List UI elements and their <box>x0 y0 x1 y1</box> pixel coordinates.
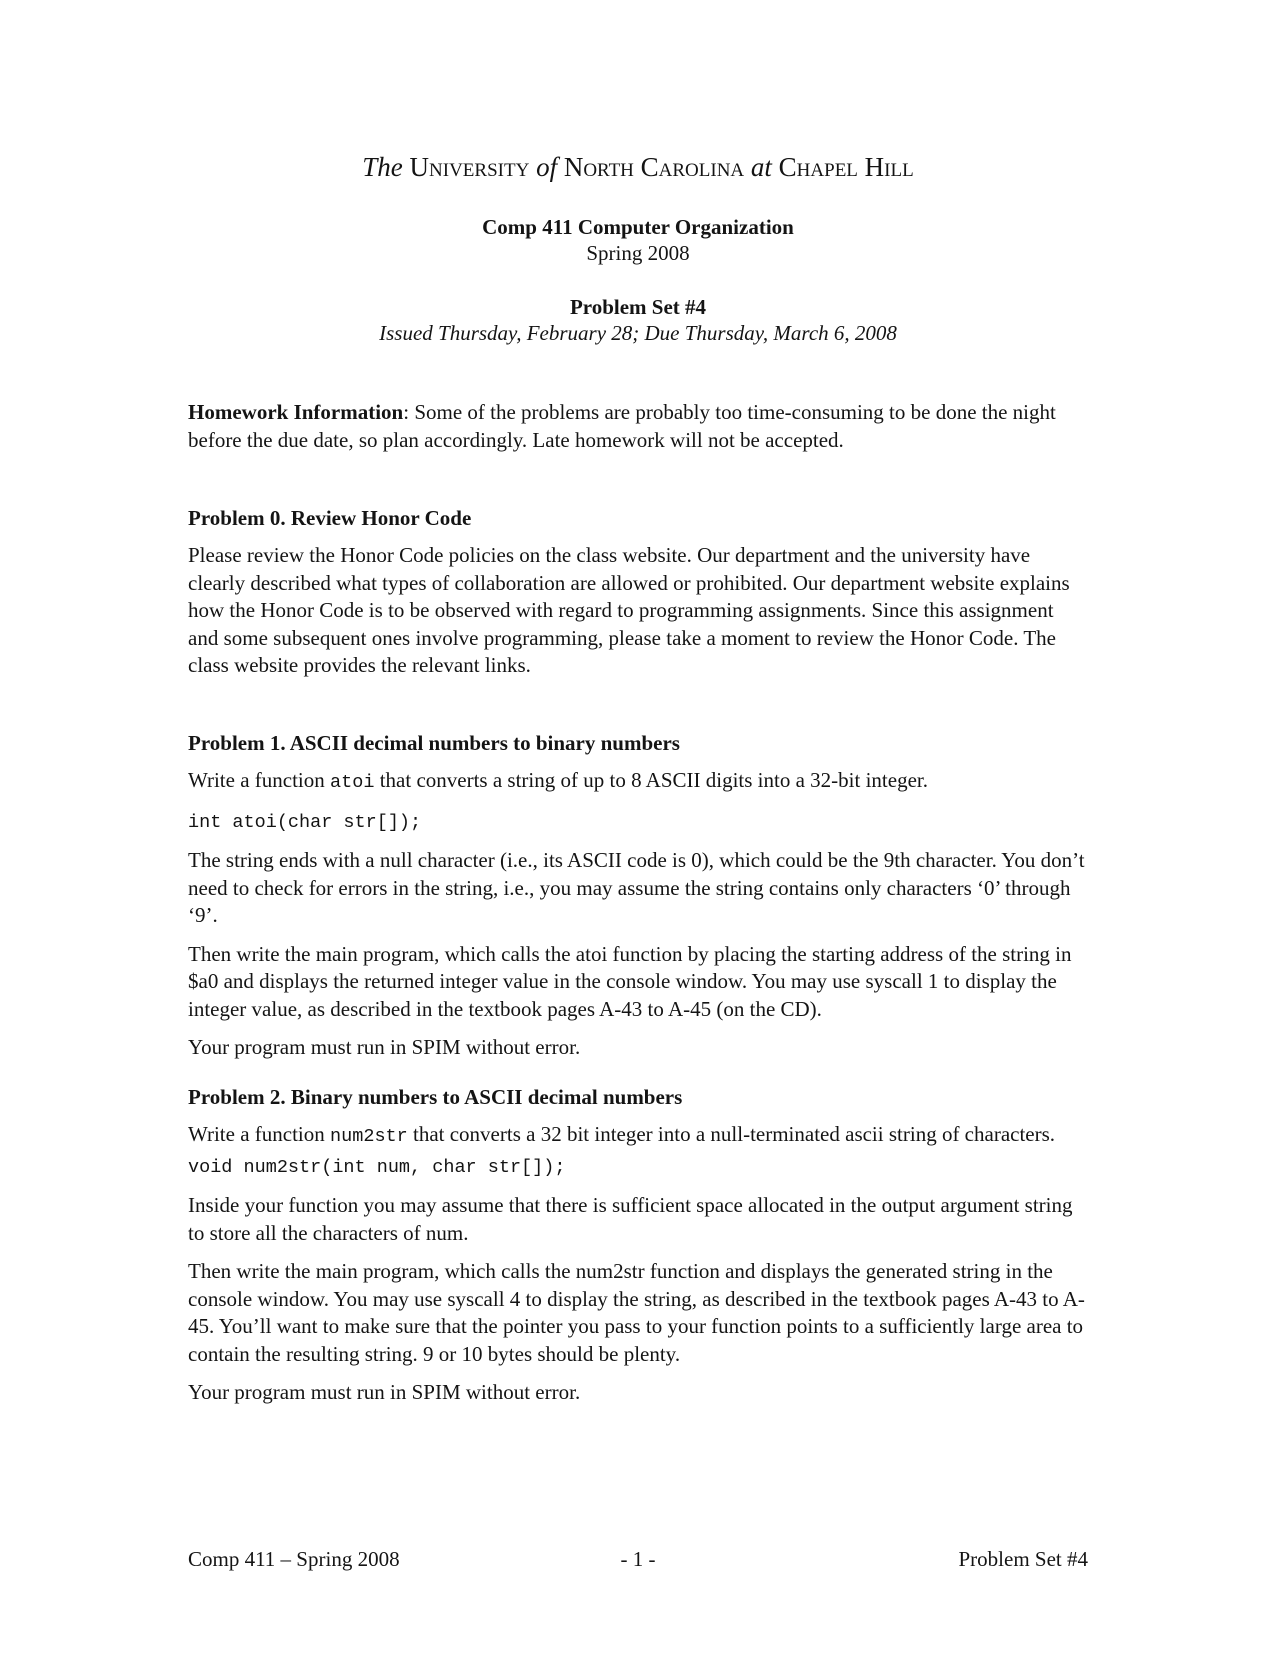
uni-of: of <box>536 152 558 182</box>
footer-right: Problem Set #4 <box>958 1547 1088 1571</box>
uni-at: at <box>750 152 772 182</box>
problem1-para3: Your program must run in SPIM without error. <box>188 1035 581 1059</box>
problem1-title: Problem 1. ASCII decimal numbers to binary numbers <box>188 730 680 755</box>
problem2-intro-code: num2str <box>330 1125 408 1147</box>
uni-chapel-hill: Chapel Hill <box>778 152 914 182</box>
course-title: Comp 411 Computer Organization <box>482 215 794 239</box>
problem2-intro-before: Write a function <box>188 1121 331 1146</box>
problem2-title: Problem 2. Binary numbers to ASCII decimal numbers <box>188 1084 683 1109</box>
problem2-signature: void num2str(int num, char str[]); <box>188 1157 566 1178</box>
problem1-signature: int atoi(char str[]); <box>188 812 422 833</box>
problem1-para2: Then write the main program, which calls the atoi function by placing the starting address of the string in $a0 and displays the returned integer value in the console window. You may use syscall 1 to display the integer value, as described in the textbook pages A-43 to A-45 (on the CD). <box>188 941 1072 1021</box>
problem0-text: Please review the Honor Code policies on the class website. Our department and the university have clearly described what types of collaboration are allowed or prohibited. Our department website explains how the Honor Code is to be observed with regard to programming assignments. Since this assignment and some subsequent ones involve programming, please take a moment to review the Honor Code. The class website provides the relevant links. <box>188 543 1070 677</box>
document-page <box>188 150 1088 1407</box>
footer-left: Comp 411 – Spring 2008 <box>188 1547 400 1571</box>
semester: Spring 2008 <box>586 241 690 265</box>
homework-label: Homework Information <box>188 400 404 424</box>
problem-set-title: Problem Set #4 <box>569 295 707 319</box>
problem2-para3: Your program must run in SPIM without error. <box>188 1380 581 1404</box>
university-header <box>188 150 1088 184</box>
issue-due-dates: Issued Thursday, February 28; Due Thursday, March 6, 2008 <box>379 321 897 345</box>
homework-information <box>188 399 1088 454</box>
uni-university: University <box>409 152 530 182</box>
problem1-para1: The string ends with a null character (i.e., its ASCII code is 0), which could be the 9th character. You don’t need to check for errors in the string, i.e., you may assume the string contains only characters ‘0’ through ‘9’. <box>188 848 1085 927</box>
footer-page-number: - 1 - <box>620 1547 656 1571</box>
problem2-para1: Inside your function you may assume that there is sufficient space allocated in the output argument string to store all the characters of num. <box>188 1193 1073 1245</box>
problem2-intro-after: that converts a 32 bit integer into a null-terminated ascii string of characters. <box>407 1121 1056 1146</box>
problem1-intro-after: that converts a string of up to 8 ASCII digits into a 32-bit integer. <box>374 767 928 792</box>
problem2-para2: Then write the main program, which calls the num2str function and displays the generated string in the console window. You may use syscall 4 to display the string, as described in the textbook pages A-43 to A-45. You’ll want to make sure that the pointer you pass to your function points to a sufficiently large area to contain the resulting string. 9 or 10 bytes should be plenty. <box>188 1259 1085 1366</box>
problem2-intro <box>188 1121 1088 1151</box>
problem1-intro-before: Write a function <box>188 767 331 792</box>
homework-text: : Some of the problems are probably too time-consuming to be done the night before the due date, so plan accordingly. Late homework will not be accepted. <box>188 400 1056 452</box>
problem1-intro <box>188 767 1088 797</box>
problem0-title: Problem 0. Review Honor Code <box>188 506 472 530</box>
uni-north-carolina: North Carolina <box>563 152 745 182</box>
problem1-intro-code: atoi <box>330 771 375 793</box>
uni-the: The <box>362 152 403 182</box>
